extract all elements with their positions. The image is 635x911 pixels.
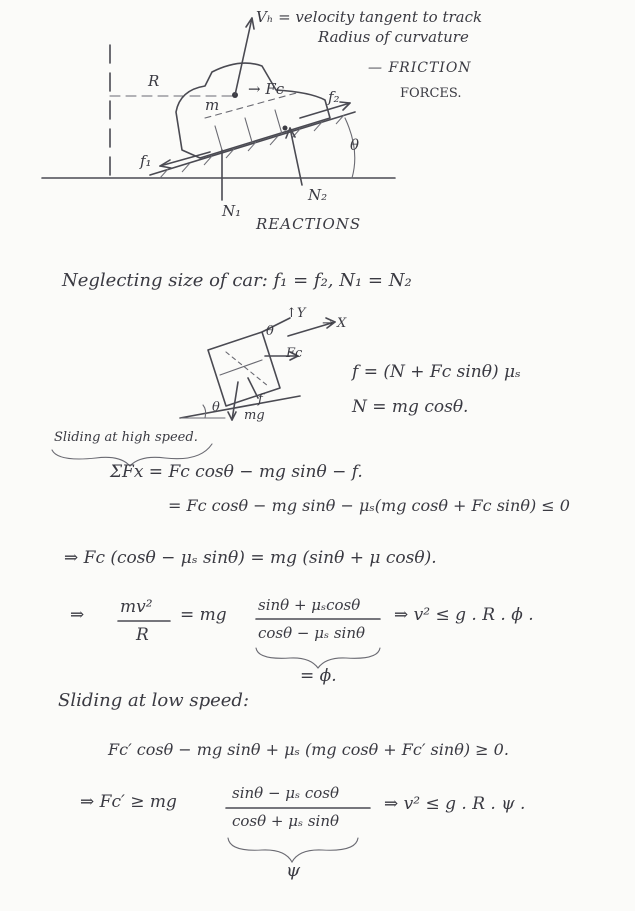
implication-2-arrow: ⇒: [70, 605, 85, 625]
fbd-block: [208, 332, 280, 406]
fbd-label-theta: θ: [266, 324, 274, 339]
fbd-label-fc: Fc: [286, 346, 303, 361]
high-fraction-denominator: cosθ − μₛ sinθ: [258, 624, 366, 642]
low-speed-result: ⇒ v² ≤ g . R . ψ .: [384, 794, 526, 814]
fbd-label-x: → X: [322, 316, 347, 331]
velocity-note: Vₕ = velocity tangent to track: [256, 8, 483, 26]
fbd-f-arrow: [248, 378, 258, 398]
label-f2: f₂: [328, 88, 340, 106]
neglect-statement: Neglecting size of car: f₁ = f₂, N₁ = N₂: [62, 270, 412, 291]
wheel-point-dot: [283, 126, 288, 131]
radius-note: Radius of curvature: [318, 28, 469, 46]
label-r: R: [148, 72, 160, 90]
forces-note: FORCES.: [400, 86, 462, 101]
high-speed-result: ⇒ v² ≤ g . R . ϕ .: [394, 605, 534, 625]
fbd-label-mg: mg: [244, 408, 265, 423]
low-speed-heading: Sliding at low speed:: [58, 690, 250, 711]
label-theta-top: θ: [350, 136, 360, 154]
normal-equation: N = mg cosθ.: [352, 397, 469, 417]
psi-label: ψ: [286, 860, 301, 881]
psi-brace: [228, 838, 358, 862]
phi-definition: = ϕ.: [300, 666, 337, 686]
label-m: m: [205, 96, 220, 114]
low-fraction-denominator: cosθ + μₛ sinθ: [232, 812, 340, 830]
sum-fx-equation: ΣFx = Fc cosθ − mg sinθ − f.: [110, 462, 363, 482]
label-n1: N₁: [222, 202, 242, 220]
fbd-label-f: f: [258, 392, 263, 407]
low-speed-implication: ⇒ Fc′ ≥ mg: [80, 792, 177, 812]
reactions-note: REACTIONS: [256, 215, 362, 233]
fbd-label-theta-bottom: θ: [212, 400, 220, 415]
r-denominator: R: [136, 625, 149, 645]
fbd-label-y: ↑Y: [286, 306, 306, 321]
label-fc: → Fc: [248, 80, 285, 98]
low-speed-equation: Fc′ cosθ − mg sinθ + μₛ (mg cosθ + Fc′ sinθ) ≥ 0.: [108, 740, 509, 759]
phi-brace: [256, 648, 380, 668]
implication-1: ⇒ Fc (cosθ − μₛ sinθ) = mg (sinθ + μ cosθ).: [64, 548, 437, 568]
label-n2: N₂: [308, 186, 328, 204]
reaction-line-n2: [290, 128, 302, 185]
friction-note: — FRICTION: [368, 60, 472, 76]
low-fraction-numerator: sinθ − μₛ cosθ: [232, 784, 340, 802]
mv2-numerator: mv²: [120, 597, 153, 617]
equals-mg: = mg: [180, 605, 227, 625]
friction-equation: f = (N + Fc sinθ) μₛ: [352, 362, 521, 382]
label-f1: f₁: [140, 152, 152, 170]
high-speed-heading: Sliding at high speed.: [54, 430, 198, 445]
high-fraction-numerator: sinθ + μₛcosθ: [258, 596, 361, 614]
sum-fx-expansion: = Fc cosθ − mg sinθ − μₛ(mg cosθ + Fc sinθ) ≤ 0: [168, 496, 570, 515]
